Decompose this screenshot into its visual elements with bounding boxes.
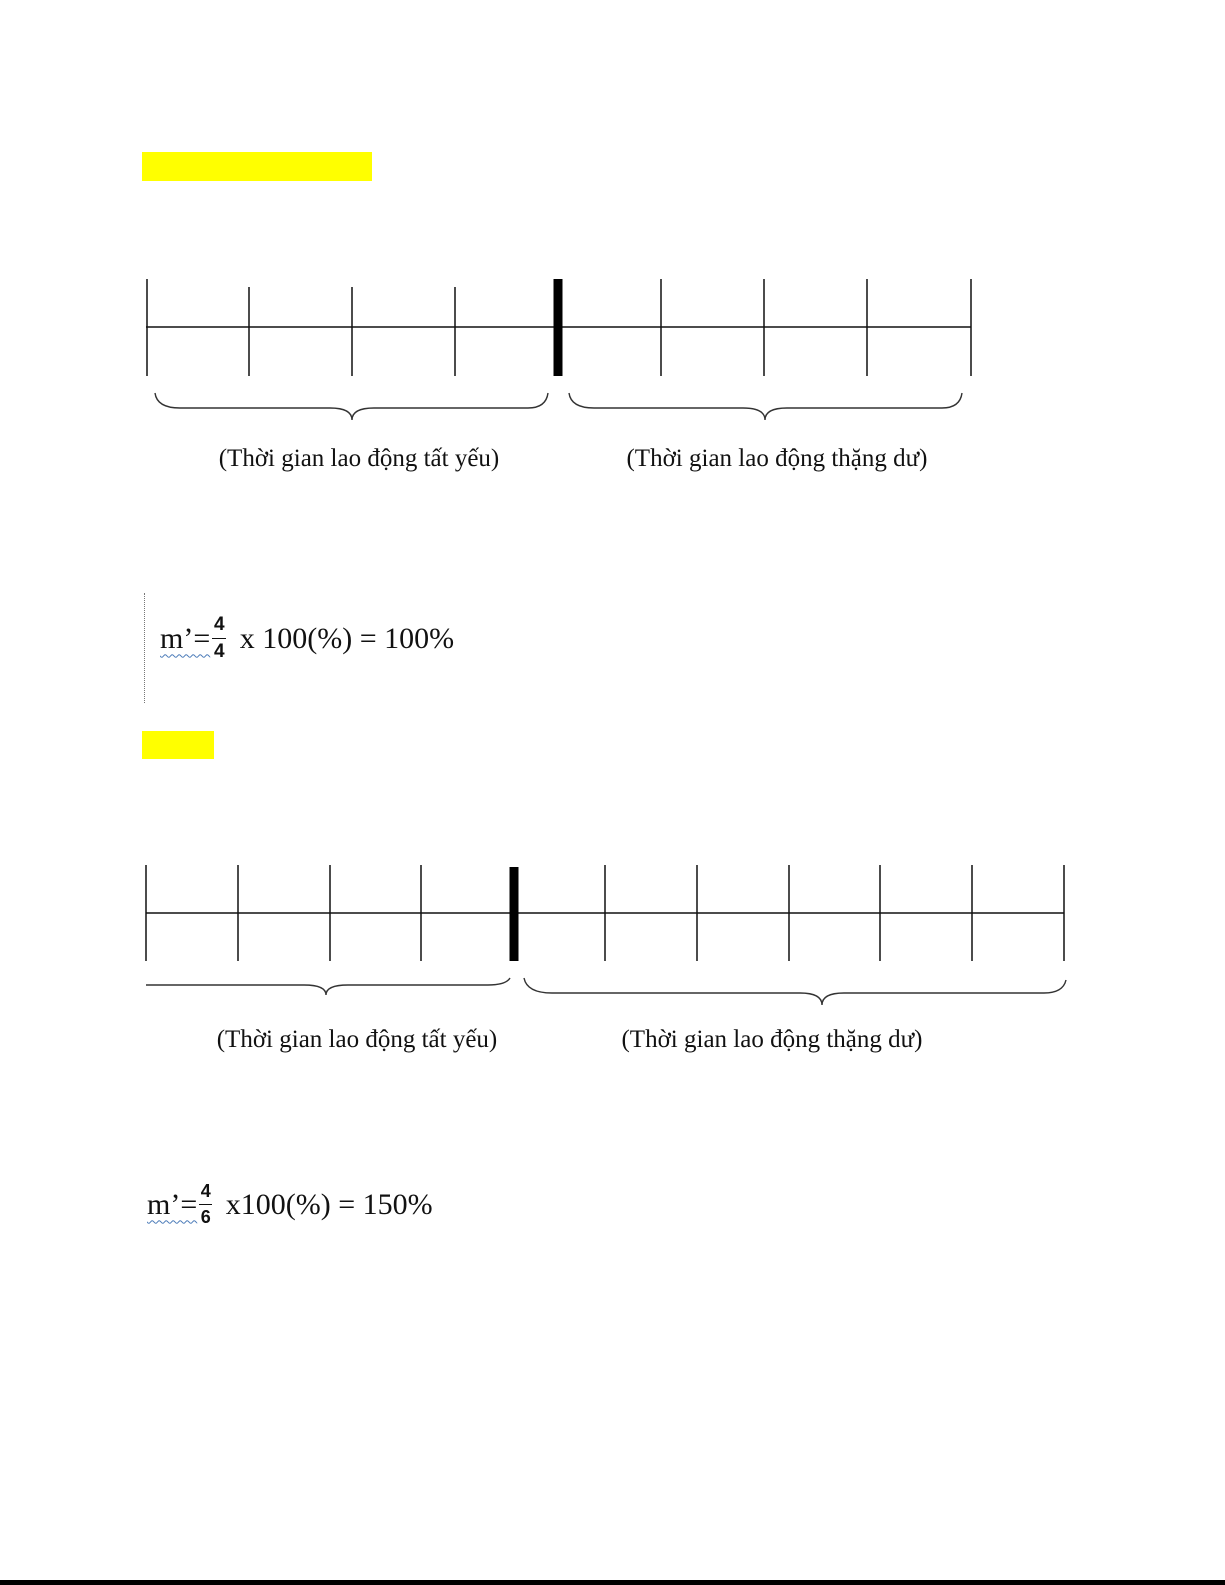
brace-necessary	[146, 978, 510, 995]
brace-surplus	[524, 978, 1066, 1005]
label-surplus-time: (Thời gian lao động thặng dư)	[621, 1026, 923, 1053]
denominator: 4	[213, 641, 225, 662]
numerator: 4	[200, 1181, 211, 1201]
fraction-bar	[199, 1204, 212, 1205]
formula-rhs: x100(%) = 150%	[218, 1187, 433, 1221]
bottom-border	[0, 1580, 1225, 1585]
fraction	[199, 1182, 212, 1227]
formula-lhs: m’=	[160, 621, 211, 655]
label-surplus-time: (Thời gian lao động thặng dư)	[626, 445, 928, 472]
formula-rate-2	[147, 1182, 433, 1227]
numerator: 4	[213, 614, 225, 635]
denominator: 6	[200, 1207, 211, 1227]
label-necessary-time: (Thời gian lao động tất yếu)	[216, 1026, 498, 1053]
formula-rhs: x 100(%) = 100%	[232, 621, 455, 655]
label-necessary-time: (Thời gian lao động tất yếu)	[218, 445, 500, 472]
formula-lhs: m’=	[147, 1187, 198, 1221]
